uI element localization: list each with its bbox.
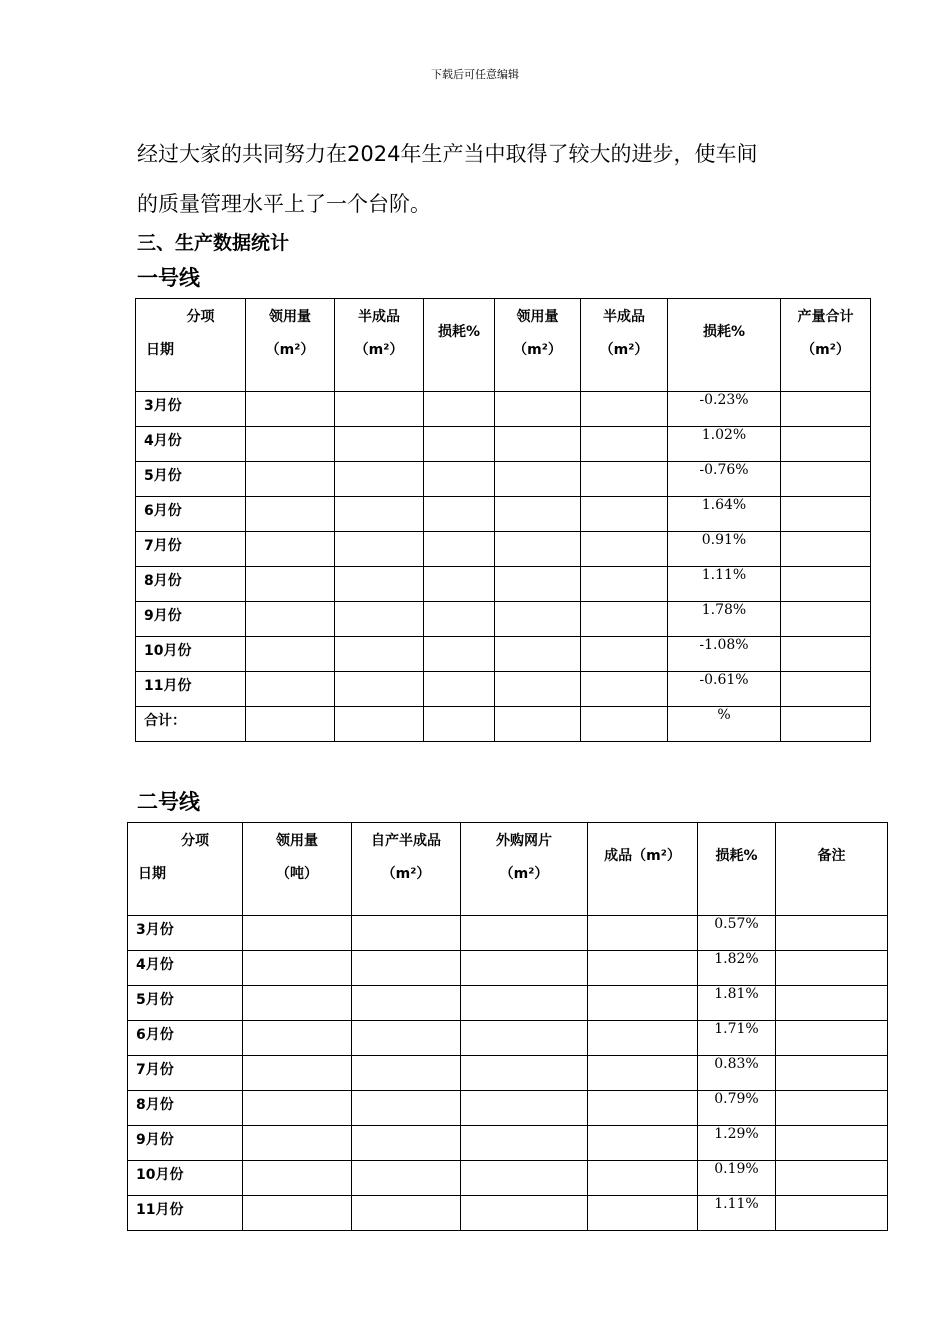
line2-header-col2-unit: （m²） (381, 866, 431, 882)
row-label: 6月份 (136, 1027, 174, 1043)
empty-cell (495, 497, 581, 532)
loss-cell (668, 637, 781, 672)
table-row (136, 497, 871, 532)
loss-value: 1.02% (701, 427, 747, 443)
empty-cell (352, 1021, 461, 1056)
row-label: 3月份 (136, 922, 174, 938)
table-row (128, 1021, 888, 1056)
table-row (136, 672, 871, 707)
table-row (136, 462, 871, 497)
empty-cell (424, 427, 495, 462)
empty-cell (335, 427, 424, 462)
row-label: 11月份 (144, 678, 192, 694)
empty-cell (495, 567, 581, 602)
line2-corner-bottom: 日期 (138, 866, 166, 882)
empty-cell (243, 1126, 352, 1161)
empty-cell (581, 462, 668, 497)
table-row (136, 567, 871, 602)
empty-cell (352, 1196, 461, 1231)
line2-header-col4: 成品（m²） (588, 823, 698, 916)
empty-cell (588, 1126, 698, 1161)
loss-value: 1.64% (701, 497, 747, 513)
loss-cell (668, 392, 781, 427)
loss-value: % (717, 707, 731, 723)
loss-cell (668, 427, 781, 462)
loss-value: 1.81% (714, 986, 759, 1002)
empty-cell (776, 1161, 888, 1196)
line1-header-col1 (246, 299, 335, 392)
row-label-cell (136, 392, 246, 427)
table-row (136, 532, 871, 567)
table-row (136, 637, 871, 672)
line2-header-col1 (243, 823, 352, 916)
loss-value: -0.23% (699, 392, 749, 408)
row-label-cell (128, 1021, 243, 1056)
loss-value: 0.19% (714, 1161, 759, 1177)
loss-value: -0.76% (699, 462, 749, 478)
empty-cell (776, 1091, 888, 1126)
line1-header-col7-unit: （m²） (801, 342, 850, 358)
line2-header-col3-unit: （m²） (499, 866, 549, 882)
empty-cell (495, 427, 581, 462)
empty-cell (243, 1091, 352, 1126)
loss-cell (668, 567, 781, 602)
line1-title: 一号线 (137, 266, 200, 290)
empty-cell (461, 1091, 588, 1126)
empty-cell (461, 1021, 588, 1056)
empty-cell (495, 392, 581, 427)
table-row (128, 1091, 888, 1126)
empty-cell (781, 532, 871, 567)
line1-header-col2-unit: （m²） (354, 342, 404, 358)
empty-cell (335, 637, 424, 672)
empty-cell (581, 497, 668, 532)
empty-cell (352, 1056, 461, 1091)
empty-cell (781, 392, 871, 427)
empty-cell (495, 462, 581, 497)
empty-cell (461, 1196, 588, 1231)
line1-header-col5-unit: （m²） (599, 342, 649, 358)
table-row (128, 1196, 888, 1231)
empty-cell (243, 916, 352, 951)
row-label-cell (136, 637, 246, 672)
empty-cell (581, 637, 668, 672)
empty-cell (246, 672, 335, 707)
empty-cell (495, 532, 581, 567)
empty-cell (781, 672, 871, 707)
empty-cell (335, 497, 424, 532)
empty-cell (246, 532, 335, 567)
empty-cell (776, 1056, 888, 1091)
empty-cell (781, 427, 871, 462)
row-label-cell (136, 427, 246, 462)
row-label: 合计： (144, 713, 186, 729)
empty-cell (781, 707, 871, 742)
loss-cell (698, 1091, 776, 1126)
row-label: 6月份 (144, 503, 182, 519)
loss-value: 0.91% (701, 532, 747, 548)
empty-cell (588, 1021, 698, 1056)
loss-value: 1.29% (714, 1126, 759, 1142)
row-label: 9月份 (136, 1132, 174, 1148)
empty-cell (246, 602, 335, 637)
line1-header-col1-unit: （m²） (265, 342, 315, 358)
empty-cell (352, 951, 461, 986)
loss-value: -0.61% (699, 672, 749, 688)
empty-cell (461, 1161, 588, 1196)
table-row (128, 1056, 888, 1091)
row-label-cell (128, 1196, 243, 1231)
loss-value: 1.71% (714, 1021, 759, 1037)
loss-cell (698, 1161, 776, 1196)
table-row (136, 602, 871, 637)
loss-cell (698, 1021, 776, 1056)
table-row (128, 951, 888, 986)
empty-cell (246, 637, 335, 672)
line2-header-col2 (352, 823, 461, 916)
empty-cell (581, 532, 668, 567)
empty-cell (495, 637, 581, 672)
empty-cell (352, 1091, 461, 1126)
empty-cell (588, 1056, 698, 1091)
table-row (136, 707, 871, 742)
table-row (128, 986, 888, 1021)
row-label: 5月份 (136, 992, 174, 1008)
loss-value: 0.57% (714, 916, 759, 932)
row-label-cell (136, 672, 246, 707)
empty-cell (335, 672, 424, 707)
table-row (136, 392, 871, 427)
row-label-cell (128, 1161, 243, 1196)
line2-header-col1-unit: （吨） (276, 866, 318, 882)
empty-cell (461, 916, 588, 951)
line1-header-row (136, 299, 871, 392)
loss-value: 0.79% (714, 1091, 759, 1107)
empty-cell (588, 1091, 698, 1126)
empty-cell (581, 567, 668, 602)
empty-cell (246, 462, 335, 497)
loss-cell (668, 672, 781, 707)
empty-cell (335, 392, 424, 427)
loss-cell (668, 707, 781, 742)
empty-cell (246, 567, 335, 602)
intro-line-1: 经过大家的共同努力在2024年生产当中取得了较大的进步，使车间 (137, 142, 758, 166)
loss-cell (668, 462, 781, 497)
empty-cell (495, 707, 581, 742)
loss-cell (698, 951, 776, 986)
empty-cell (424, 602, 495, 637)
row-label: 8月份 (144, 573, 182, 589)
line1-header-col2-top: 半成品 (358, 309, 400, 325)
empty-cell (461, 1056, 588, 1091)
empty-cell (776, 1021, 888, 1056)
row-label: 7月份 (136, 1062, 174, 1078)
row-label-cell (128, 1056, 243, 1091)
row-label-cell (128, 1091, 243, 1126)
empty-cell (424, 532, 495, 567)
row-label: 8月份 (136, 1097, 174, 1113)
empty-cell (495, 672, 581, 707)
line2-corner-cell (128, 823, 243, 916)
loss-cell (698, 916, 776, 951)
empty-cell (776, 1126, 888, 1161)
empty-cell (776, 916, 888, 951)
empty-cell (776, 951, 888, 986)
line1-header-col7-top: 产量合计 (797, 309, 854, 325)
line1-header-col4-unit: （m²） (513, 342, 562, 358)
line1-header-col7 (781, 299, 871, 392)
row-label: 7月份 (144, 538, 182, 554)
table-row (128, 1161, 888, 1196)
line2-header-col5: 损耗% (698, 823, 776, 916)
empty-cell (776, 1196, 888, 1231)
empty-cell (243, 1196, 352, 1231)
empty-cell (243, 986, 352, 1021)
empty-cell (588, 1196, 698, 1231)
empty-cell (781, 462, 871, 497)
empty-cell (246, 427, 335, 462)
table-row (128, 916, 888, 951)
line2-header-col6: 备注 (776, 823, 888, 916)
loss-cell (668, 532, 781, 567)
line2-title: 二号线 (137, 790, 200, 814)
section-title: 三、生产数据统计 (137, 232, 290, 254)
empty-cell (243, 1161, 352, 1196)
empty-cell (246, 497, 335, 532)
line2-header-col2-top: 自产半成品 (371, 833, 441, 849)
line2-table (127, 822, 888, 1231)
loss-cell (698, 1126, 776, 1161)
table-row (136, 427, 871, 462)
loss-cell (698, 1056, 776, 1091)
empty-cell (243, 951, 352, 986)
empty-cell (776, 986, 888, 1021)
loss-value: 0.83% (714, 1056, 759, 1072)
line1-header-col4 (495, 299, 581, 392)
row-label-cell (128, 951, 243, 986)
empty-cell (461, 1126, 588, 1161)
empty-cell (335, 462, 424, 497)
line1-header-col2 (335, 299, 424, 392)
empty-cell (243, 1021, 352, 1056)
row-label-cell (136, 497, 246, 532)
empty-cell (581, 602, 668, 637)
empty-cell (461, 986, 588, 1021)
intro-line-2: 的质量管理水平上了一个台阶。 (137, 192, 431, 216)
empty-cell (424, 707, 495, 742)
line2-header-col3-top: 外购网片 (496, 833, 552, 849)
loss-cell (698, 1196, 776, 1231)
line1-corner-bottom: 日期 (146, 342, 174, 358)
empty-cell (588, 916, 698, 951)
empty-cell (243, 1056, 352, 1091)
row-label: 9月份 (144, 608, 182, 624)
empty-cell (424, 637, 495, 672)
line1-header-col3: 损耗% (424, 299, 495, 392)
table-row (128, 1126, 888, 1161)
row-label: 11月份 (136, 1202, 184, 1218)
empty-cell (581, 707, 668, 742)
empty-cell (335, 602, 424, 637)
line2-header-col3 (461, 823, 588, 916)
row-label-cell (136, 532, 246, 567)
empty-cell (588, 986, 698, 1021)
row-label: 10月份 (136, 1167, 184, 1183)
empty-cell (352, 916, 461, 951)
line1-header-col5-top: 半成品 (603, 309, 645, 325)
row-label-cell (128, 986, 243, 1021)
loss-value: 1.82% (714, 951, 759, 967)
line1-corner-top: 分项 (186, 309, 215, 325)
row-label-cell (128, 1126, 243, 1161)
loss-value: 1.11% (714, 1196, 759, 1212)
line1-header-col4-top: 领用量 (516, 309, 559, 325)
empty-cell (246, 392, 335, 427)
empty-cell (581, 427, 668, 462)
empty-cell (424, 497, 495, 532)
row-label: 4月份 (136, 957, 174, 973)
empty-cell (781, 497, 871, 532)
empty-cell (352, 986, 461, 1021)
empty-cell (352, 1126, 461, 1161)
loss-value: 1.11% (701, 567, 747, 583)
empty-cell (588, 951, 698, 986)
empty-cell (335, 707, 424, 742)
line2-header-col1-top: 领用量 (276, 833, 318, 849)
empty-cell (352, 1161, 461, 1196)
empty-cell (581, 672, 668, 707)
line1-header-col1-top: 领用量 (269, 309, 311, 325)
line2-corner-top: 分项 (181, 833, 209, 849)
line1-header-col5 (581, 299, 668, 392)
empty-cell (781, 567, 871, 602)
empty-cell (246, 707, 335, 742)
header-note: 下载后可任意编辑 (431, 68, 519, 81)
loss-cell (668, 497, 781, 532)
line1-corner-cell (136, 299, 246, 392)
empty-cell (461, 951, 588, 986)
loss-value: -1.08% (699, 637, 749, 653)
row-label: 3月份 (144, 398, 182, 414)
row-label-cell (136, 462, 246, 497)
empty-cell (424, 462, 495, 497)
empty-cell (424, 392, 495, 427)
line1-header-col6: 损耗% (668, 299, 781, 392)
empty-cell (588, 1161, 698, 1196)
empty-cell (495, 602, 581, 637)
line2-header-row (128, 823, 888, 916)
row-label-cell (128, 916, 243, 951)
row-label: 10月份 (144, 643, 192, 659)
empty-cell (581, 392, 668, 427)
loss-cell (668, 602, 781, 637)
row-label-cell (136, 707, 246, 742)
loss-value: 1.78% (701, 602, 747, 618)
empty-cell (424, 672, 495, 707)
empty-cell (424, 567, 495, 602)
line1-table (135, 298, 871, 742)
empty-cell (781, 602, 871, 637)
empty-cell (335, 567, 424, 602)
row-label-cell (136, 567, 246, 602)
row-label: 4月份 (144, 433, 182, 449)
empty-cell (335, 532, 424, 567)
empty-cell (781, 637, 871, 672)
row-label-cell (136, 602, 246, 637)
row-label: 5月份 (144, 468, 182, 484)
loss-cell (698, 986, 776, 1021)
